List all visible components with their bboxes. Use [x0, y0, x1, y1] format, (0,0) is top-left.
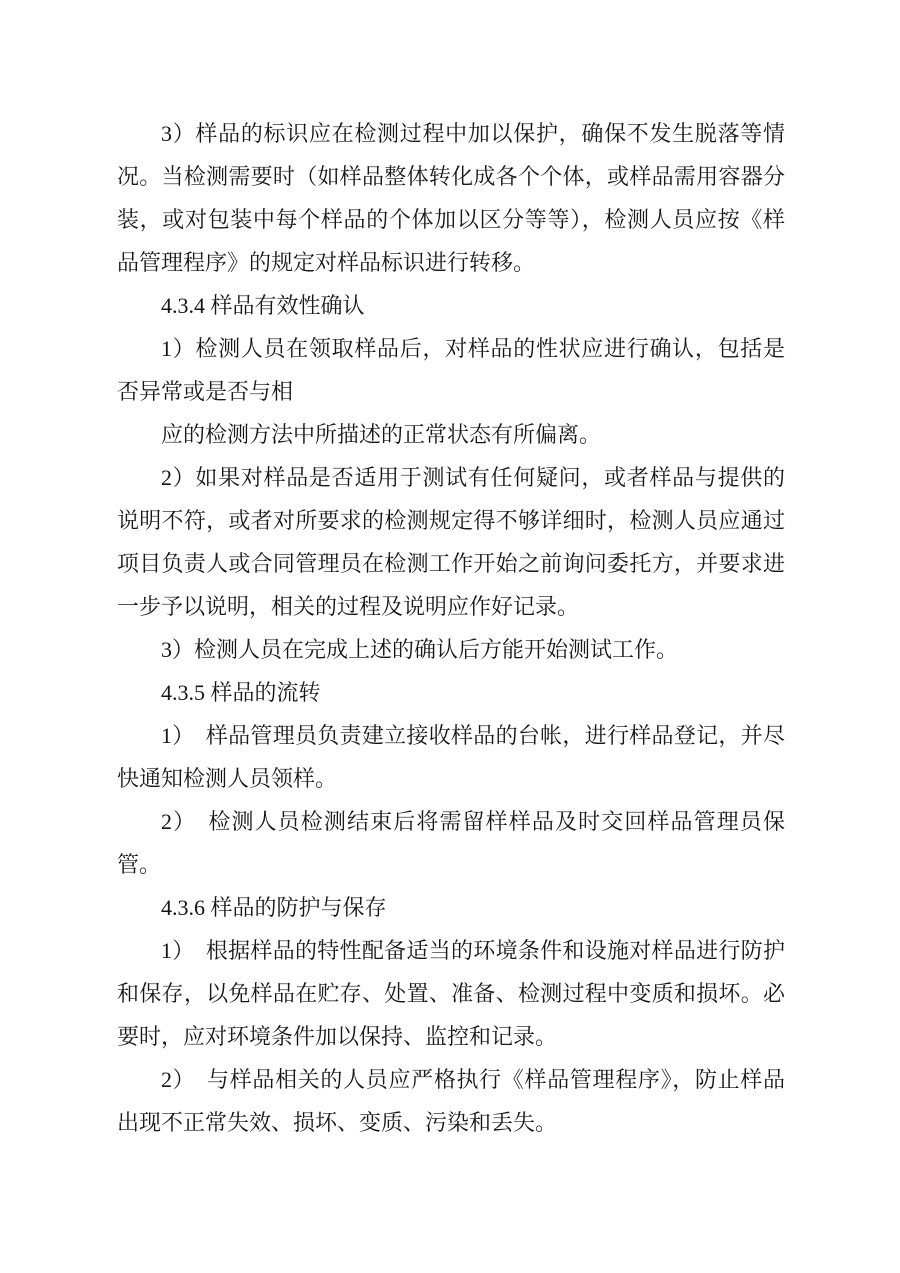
paragraph-4-3-5-item-1: 1） 样品管理员负责建立接收样品的台帐，进行样品登记，并尽快通知检测人员领样。 — [117, 723, 785, 791]
paragraph-4-3-6-item-2: 2） 与样品相关的人员应严格执行《样品管理程序》，防止样品出现不正常失效、损坏、变质、污染和丢失。 — [117, 1067, 785, 1135]
paragraph-4-3-6-item-1: 1） 根据样品的特性配备适当的环境条件和设施对样品进行防护和保存，以免样品在贮存、处置、准备、检测过程中变质和损坏。必要时，应对环境条件加以保持、监控和记录。 — [117, 938, 785, 1049]
paragraph-4-3-4-item-3: 3）检测人员在完成上述的确认后方能开始测试工作。 — [161, 637, 679, 662]
document-body — [117, 112, 785, 1144]
paragraph-4-3-4-item-1: 1）检测人员在领取样品后，对样品的性状应进行确认，包括是否异常或是否与相 — [117, 336, 785, 404]
heading-4-3-5-sample-circulation: 4.3.5 样品的流转 — [161, 680, 321, 705]
paragraph-sample-label-protection: 3）样品的标识应在检测过程中加以保护，确保不发生脱落等情况。当检测需要时（如样品整体转化成各个个体，或样品需用容器分装，或对包装中每个样品的个体加以区分等等），检测人员应按《样品管理程序》的规定对样品标识进行转移。 — [117, 121, 785, 275]
heading-4-3-4-sample-validity: 4.3.4 样品有效性确认 — [161, 293, 365, 318]
paragraph-4-3-4-item-2: 2）如果对样品是否适用于测试有任何疑问，或者样品与提供的说明不符，或者对所要求的检测规定得不够详细时，检测人员应通过项目负责人或合同管理员在检测工作开始之前询问委托方，并要求进一步予以说明，相关的过程及说明应作好记录。 — [117, 465, 785, 619]
heading-4-3-6-sample-protection-storage: 4.3.6 样品的防护与保存 — [161, 895, 387, 920]
paragraph-4-3-5-item-2: 2） 检测人员检测结束后将需留样样品及时交回样品管理员保管。 — [117, 809, 785, 877]
paragraph-4-3-4-item-1-continued: 应的检测方法中所描述的正常状态有所偏离。 — [161, 422, 602, 447]
